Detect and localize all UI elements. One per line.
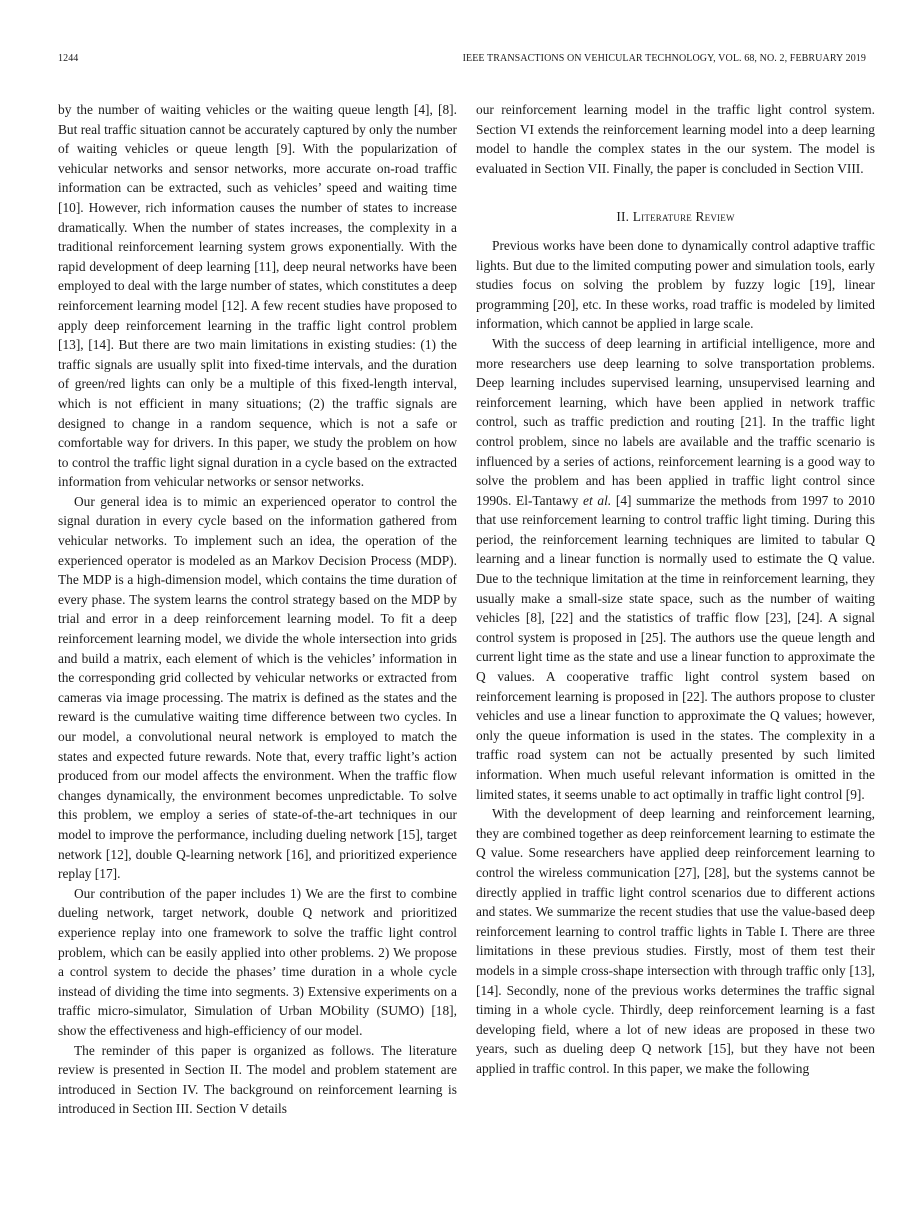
section-title: Literature Review xyxy=(632,209,735,225)
paragraph-deep-learning xyxy=(476,334,875,804)
section-heading xyxy=(476,207,875,227)
paragraph-deep-rl: With the development of deep learning and reinforcement learning, they are combined together as deep reinforcement learning to estimate the Q value. Some researchers have applied deep reinforcement learning to control the wireless communication [27], [28], but the systems cannot be directly applied in traffic light control scenarios due to different actions and states. We summarize the recent studies that use the value-based deep reinforcement learning to control traffic lights in Table I. There are three limitations in these previous studies. Firstly, most of them test their models in a simple cross-shape intersection with through traffic only [13], [14]. Secondly, none of the previous works determines the traffic signal timing in a whole cycle. Thirdly, deep reinforcement learning is a fast developing field, where a lot of new ideas are proposed in these two years, such as dueling deep Q network [15], but they have not been applied in traffic control. In this paper, we make the following xyxy=(476,806,875,1076)
paragraph-text: With the success of deep learning in artificial intelligence, more and more researchers use deep learning to solve transportation problems. Deep learning includes supervised learning, unsupervised learning and reinforcement learning, which have been applied in network traffic control, such as traffic prediction and routing [21]. In the traffic light control problem, since no labels are available and the traffic scenario is influenced by a series of actions, reinforcement learning is a good way to solve the problem and has been applied in traffic light control since 1990s. El-Tantawy xyxy=(476,335,875,508)
journal-title: IEEE TRANSACTIONS ON VEHICULAR TECHNOLOGY, VOL. 68, NO. 2, FEBRUARY 2019 xyxy=(462,53,866,64)
paragraph-organization-continued: our reinforcement learning model in the traffic light control system. Section VI extends the reinforcement learning model into a deep learning model to handle the complex states in the our system. The model is evaluated in Section VII. Finally, the paper is concluded in Section VIII. xyxy=(476,102,875,176)
page-number: 1244 xyxy=(58,53,79,64)
et-al: et al. xyxy=(583,492,612,508)
right-column xyxy=(476,100,875,1079)
paragraph-intro-continued: by the number of waiting vehicles or the waiting queue length [4], [8]. But real traffic situation cannot be accurately captured by only the number of waiting vehicles or queue length [9]. With the popularization of vehicular networks and sensor networks, more accurate on-road traffic information can be extracted, such as vehicles’ speed and waiting time [10]. However, rich information causes the number of states to increase dramatically. When the number of states increases, the complexity in a traditional reinforcement learning system grows exponentially. With the rapid development of deep learning [11], deep neural networks have been employed to deal with the large number of states, which constitutes a deep reinforcement learning model [12]. A few recent studies have proposed to apply deep reinforcement learning in the traffic light control problem [13], [14]. But there are two main limitations in existing studies: (1) the traffic signals are usually split into fixed-time intervals, and the duration of green/red lights can only be a multiple of this fixed-length interval, which is not efficient in many situations; (2) the traffic signals are designed to change in a random sequence, which is not a safe or comfortable way for drivers. In this paper, we study the problem on how to control the traffic light signal duration in a cycle based on the extracted information from vehicular networks or sensor networks. xyxy=(58,102,457,490)
left-column xyxy=(58,100,457,1119)
running-header xyxy=(58,53,866,67)
paragraph-organization: The reminder of this paper is organized as follows. The literature review is presented in Section II. The model and problem statement are introduced in Section IV. The background on reinforcement learning is introduced in Section III. Section V details xyxy=(58,1042,457,1117)
paragraph-previous-works: Previous works have been done to dynamically control adaptive traffic lights. But due to the limited computing power and simulation tools, early studies focus on solving the problem by fuzzy logic [19], linear programming [20], etc. In these works, road traffic is modeled by limited information, which cannot be applied in large scale. xyxy=(476,237,875,332)
paragraph-general-idea: Our general idea is to mimic an experienced operator to control the signal duration in every cycle based on the information gathered from vehicular networks. To implement such an idea, the operation of the experienced operator is modeled as an Markov Decision Process (MDP). The MDP is a high-dimension model, which contains the time duration of every phase. The system learns the control strategy based on the MDP by trial and error in a deep reinforcement learning model. To fit a deep reinforcement learning model, we divide the whole intersection into grids and build a matrix, each element of which is the vehicles’ information in the corresponding grid collected by vehicular networks or extracted from cameras via image processing. The matrix is defined as the states and the reward is the cumulative waiting time difference between two cycles. In our model, a convolutional neural network is employed to match the states and expected future rewards. Note that, every traffic light’s action produced from our model affects the environment. When the traffic flow changes dynamically, the environment becomes unpredictable. To solve this problem, we employ a series of state-of-the-art techniques in our model to improve the performance, including dueling network [15], target network [12], double Q-learning network [16], and prioritized experience replay [17]. xyxy=(58,493,457,882)
paragraph-contribution: Our contribution of the paper includes 1) We are the first to combine dueling network, target network, double Q network and prioritized experience replay into one framework to solve the traffic light control problem, which can be easily applied into other problems. 2) We propose a control system to decide the phases’ time duration in a whole cycle instead of dividing the time into segments. 3) Extensive experiments on a traffic micro-simulator, Simulation of Urban MObility (SUMO) [18], show the effectiveness and high-efficiency of our model. xyxy=(58,885,457,1038)
section-number: II. xyxy=(616,209,630,225)
paragraph-text: [4] summarize the methods from 1997 to 2010 that use reinforcement learning to control traffic light timing. During this period, the reinforcement learning techniques are limited to tabular Q learning and a linear function is normally used to estimate the Q value. Due to the technique limitation at the time in reinforcement learning, they usually make a small-size state space, such as the number of waiting vehicles [8], [22] and the statistics of traffic flow [23], [24]. A signal control system is proposed in [25]. The authors use the queue length and current light time as the state and use a linear function to approximate the Q values. A cooperative traffic light control system based on reinforcement learning is proposed in [22]. The authors propose to cluster vehicles and use a linear function to approximate the Q values; however, only the queue information is used in the states. The complexity in a traffic road system can not be actually presented by such limited information. When much useful relevant information is omitted in the limited states, it seems unable to act optimally in traffic light control [9]. xyxy=(476,492,875,802)
